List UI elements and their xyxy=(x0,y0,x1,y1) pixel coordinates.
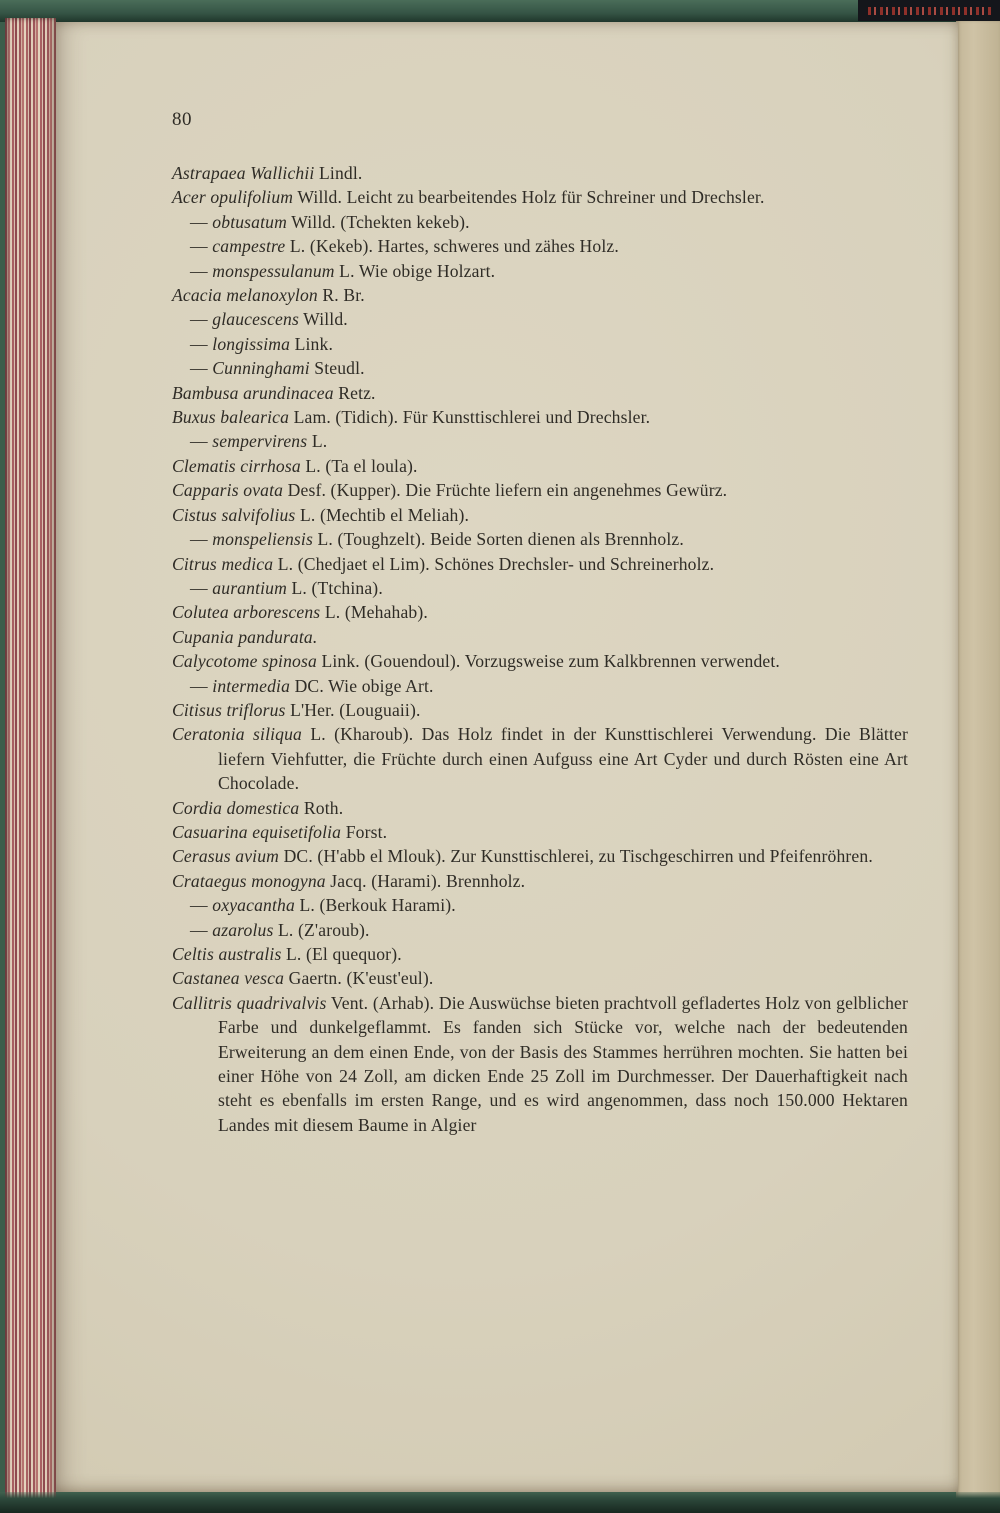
entry-description: Willd. (Tchekten kekeb). xyxy=(286,211,470,232)
species-entry xyxy=(172,454,908,478)
shelf-label xyxy=(858,0,1000,21)
page-text-block xyxy=(172,108,908,1137)
species-entry xyxy=(172,307,908,331)
entry-dash: — xyxy=(190,577,213,598)
species-name: Castanea vesca xyxy=(172,968,285,989)
species-entry xyxy=(172,527,908,551)
species-entry xyxy=(172,698,908,722)
entry-dash: — xyxy=(190,919,213,940)
species-entry xyxy=(172,820,908,844)
entry-description: L. (Kekeb). Hartes, schweres und zähes Holz. xyxy=(285,236,619,257)
species-name: longissima xyxy=(212,333,291,354)
species-entry xyxy=(172,625,908,649)
book-cover-bottom-edge xyxy=(0,1492,1000,1513)
species-entry xyxy=(172,918,908,942)
entry-list xyxy=(172,161,908,1137)
entry-description: Gaertn. (K'eust'eul). xyxy=(284,968,434,989)
species-entry xyxy=(172,332,908,356)
species-name: Celtis australis xyxy=(172,944,282,964)
entry-description: Willd. Leicht zu bearbeitendes Holz für Schreiner und Drechsler. xyxy=(293,187,765,208)
species-entry xyxy=(172,405,908,429)
book-page xyxy=(56,22,958,1492)
page-number: 80 xyxy=(172,109,192,130)
entry-description: L. (Ta el loula). xyxy=(300,455,418,476)
entry-dash: — xyxy=(190,333,213,354)
species-entry xyxy=(172,185,908,209)
shelf-label-marks xyxy=(868,7,992,15)
species-name: Colutea arborescens xyxy=(172,602,321,623)
species-name: oxyacantha xyxy=(212,895,295,916)
species-name: Acacia melanoxylon xyxy=(172,285,318,306)
entry-dash: — xyxy=(190,309,213,330)
species-name: monspeliensis xyxy=(212,529,313,550)
species-entry xyxy=(172,844,908,868)
species-entry xyxy=(172,161,908,185)
species-name: aurantium xyxy=(212,577,287,598)
entry-dash: — xyxy=(190,431,213,452)
species-name: Citisus triflorus xyxy=(172,699,286,720)
species-name: sempervirens xyxy=(212,431,308,452)
entry-description: Forst. xyxy=(341,821,388,842)
entry-description: Link. xyxy=(290,333,333,354)
species-entry xyxy=(172,796,908,820)
entry-description: Retz. xyxy=(333,382,376,403)
species-name: monspessulanum xyxy=(212,260,335,281)
species-entry xyxy=(172,893,908,917)
entry-description: L. Wie obige Holzart. xyxy=(334,260,496,281)
species-name: obtusatum xyxy=(212,211,287,232)
entry-dash: — xyxy=(190,895,213,916)
species-name: campestre xyxy=(212,236,286,257)
entry-description: DC. (H'abb el Mlouk). Zur Kunsttischlerei, zu Tischgeschirren und Pfeifenröhren. xyxy=(279,846,873,867)
species-name: glaucescens xyxy=(212,309,299,330)
species-name: Casuarina equisetifolia xyxy=(172,821,342,842)
species-entry xyxy=(172,966,908,990)
entry-description: L. (Ttchina). xyxy=(286,577,383,598)
species-name: Ceratonia siliqua xyxy=(172,724,302,745)
entry-description: Lindl. xyxy=(314,163,363,183)
entry-description: L. (Mechtib el Meliah). xyxy=(295,504,470,525)
species-name: Crataegus monogyna xyxy=(172,870,326,891)
species-entry xyxy=(172,552,908,576)
species-name: Buxus balearica xyxy=(172,407,290,428)
page-fore-edge-stripes xyxy=(5,18,56,1505)
entry-dash: — xyxy=(190,358,213,379)
species-entry xyxy=(172,283,908,307)
species-name: Acer opulifolium xyxy=(172,187,294,208)
species-entry xyxy=(172,234,908,258)
species-name: Callitris quadrivalvis xyxy=(172,992,327,1013)
entry-description: L. (Toughzelt). Beide Sorten dienen als Brennholz. xyxy=(312,529,684,550)
species-name: Citrus medica xyxy=(172,553,274,574)
species-entry xyxy=(172,210,908,234)
species-name: Cerasus avium xyxy=(172,846,280,867)
entry-description: L'Her. (Louguaii). xyxy=(285,699,421,720)
species-name: Cupania pandurata. xyxy=(172,626,318,647)
entry-dash: — xyxy=(190,236,213,257)
entry-description: Link. (Gouendoul). Vorzugsweise zum Kalkbrennen verwendet. xyxy=(316,651,780,672)
entry-dash: — xyxy=(190,260,213,281)
entry-dash: — xyxy=(190,211,213,232)
entry-description: Lam. (Tidich). Für Kunsttischlerei und Drechsler. xyxy=(289,407,651,428)
species-name: azarolus xyxy=(212,919,274,940)
species-entry xyxy=(172,478,908,502)
species-entry xyxy=(172,600,908,624)
species-entry xyxy=(172,503,908,527)
entry-description: L. xyxy=(307,431,328,452)
species-name: Cunninghami xyxy=(212,358,310,379)
species-name: Astrapaea Wallichii xyxy=(172,163,315,183)
species-name: Cordia domestica xyxy=(172,797,300,818)
entry-description: Steudl. xyxy=(309,358,365,379)
entry-description: L. (Kharoub). Das Holz findet in der Kunsttischlerei Verwendung. Die Blätter liefern Viehfutter, die Früchte durch einen Aufguss eine Art Cyder und durch Rösten eine Art Chocolade. xyxy=(218,724,908,794)
species-entry xyxy=(172,869,908,893)
species-name: intermedia xyxy=(212,675,291,696)
entry-dash: — xyxy=(190,675,213,696)
entry-description: L. (El quequor). xyxy=(281,944,402,964)
species-entry xyxy=(172,429,908,453)
species-name: Clematis cirrhosa xyxy=(172,455,301,476)
species-name: Calycotome spinosa xyxy=(172,651,317,672)
entry-description: R. Br. xyxy=(317,285,365,306)
species-name: Cistus salvifolius xyxy=(172,504,296,525)
species-entry xyxy=(172,722,908,795)
page-block-right-edge xyxy=(956,20,1000,1499)
entry-description: L. (Mehahab). xyxy=(320,602,428,623)
entry-description: Roth. xyxy=(299,797,344,818)
species-entry xyxy=(172,649,908,673)
entry-description: DC. Wie obige Art. xyxy=(290,675,434,696)
entry-dash: — xyxy=(190,529,213,550)
species-entry xyxy=(172,942,908,966)
entry-description: L. (Chedjaet el Lim). Schönes Drechsler- und Schreinerholz. xyxy=(273,553,715,574)
species-entry xyxy=(172,674,908,698)
species-name: Bambusa arundinacea xyxy=(172,382,334,403)
species-entry xyxy=(172,381,908,405)
species-entry xyxy=(172,991,908,1137)
entry-description: Vent. (Arhab). Die Auswüchse bieten prachtvoll gefladertes Holz von gelblicher Farbe und dunkelgeflammt. Es fanden sich Stücke vor, welche nach der bedeutenden Erweiterung an dem einen Ende, von der Basis des Stammes herrühren mochten. Sie hatten bei einer Höhe von 24 Zoll, am dicken Ende 25 Zoll im Durchmesser. Der Dauerhaftigkeit nach steht es ebenfalls im ersten Range, und es wird angenommen, dass noch 150.000 Hektaren Landes mit diesem Baume in Algier xyxy=(218,992,908,1135)
species-entry xyxy=(172,576,908,600)
book-cover-top-edge xyxy=(0,0,1000,22)
species-entry xyxy=(172,356,908,380)
entry-description: Jacq. (Harami). Brennholz. xyxy=(325,870,526,891)
entry-description: Willd. xyxy=(298,309,348,330)
entry-description: Desf. (Kupper). Die Früchte liefern ein angenehmes Gewürz. xyxy=(283,480,728,501)
species-entry xyxy=(172,259,908,283)
species-name: Capparis ovata xyxy=(172,480,284,501)
entry-description: L. (Z'aroub). xyxy=(273,919,370,940)
entry-description: L. (Berkouk Harami). xyxy=(294,895,456,916)
